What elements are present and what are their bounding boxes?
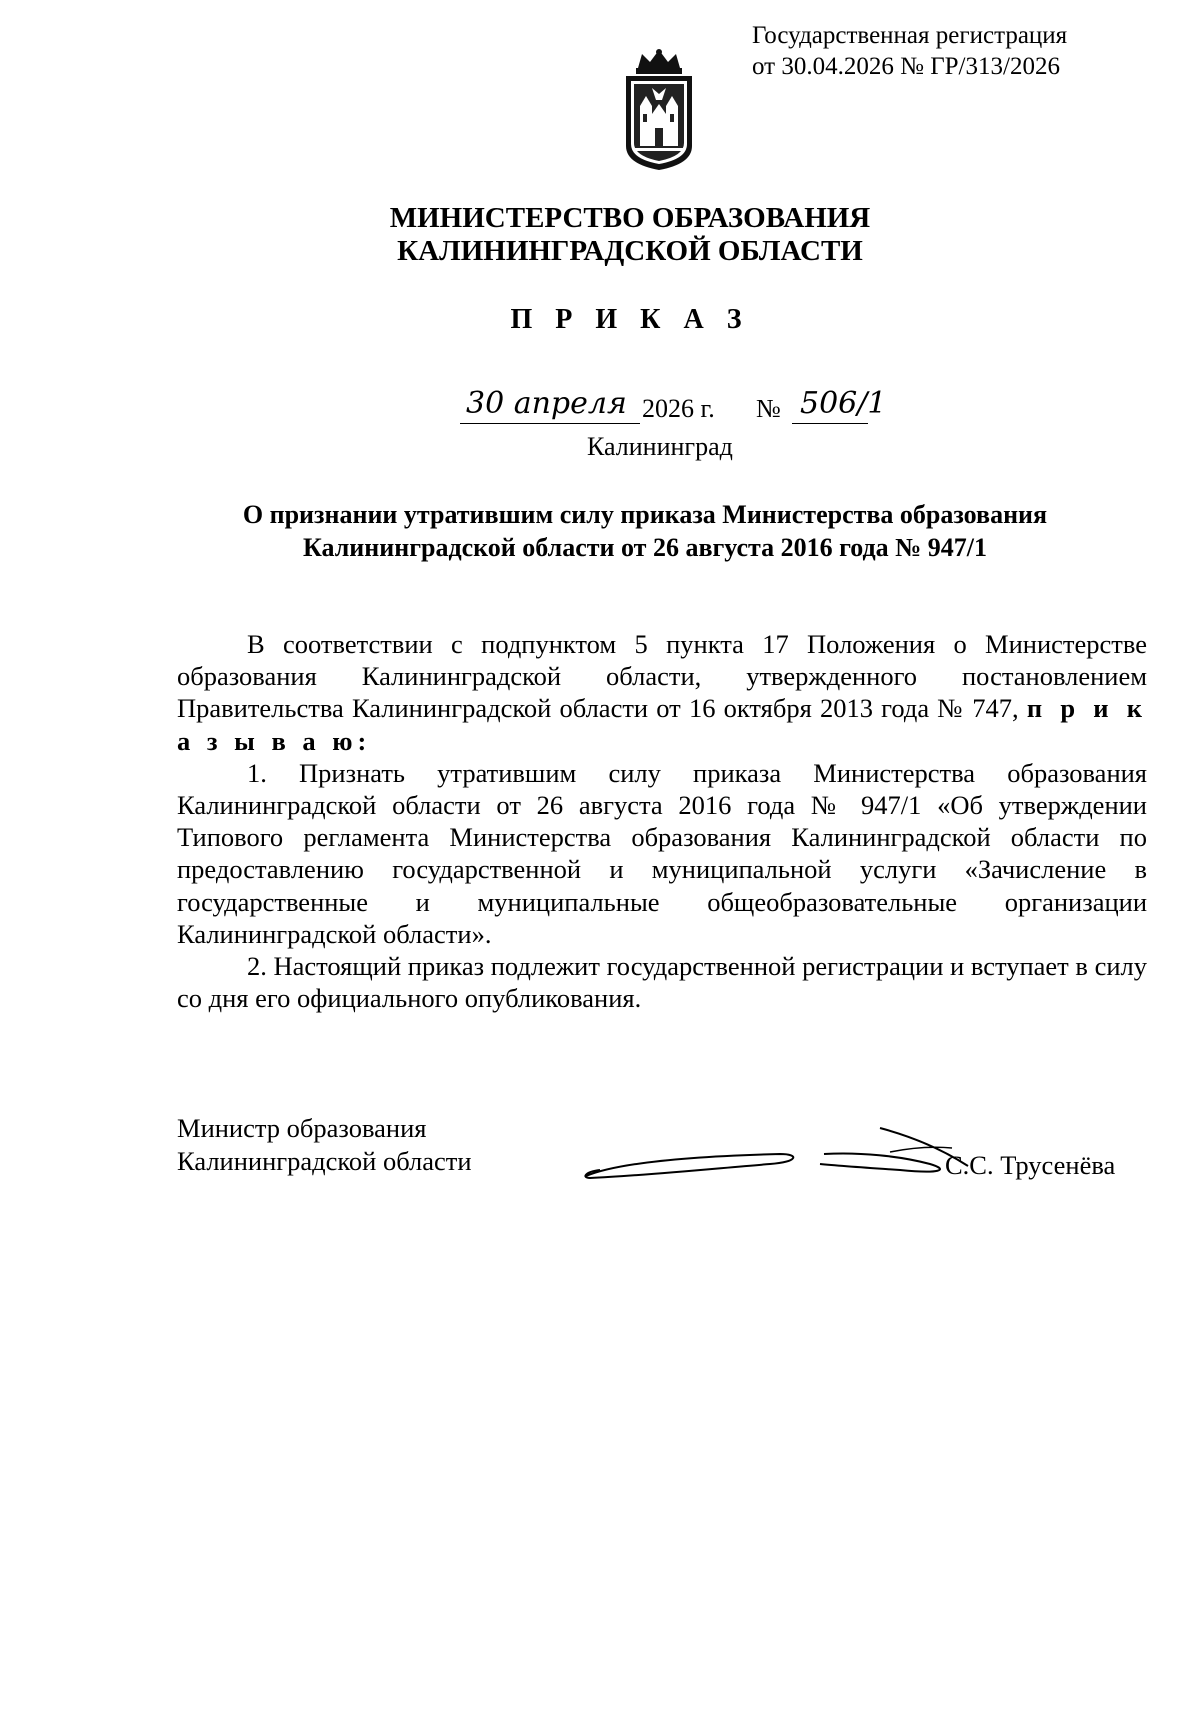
document-body xyxy=(177,628,1147,1014)
ministry-line-2: КАЛИНИНГРАДСКОЙ ОБЛАСТИ xyxy=(397,235,863,267)
number-underline xyxy=(792,423,868,424)
position-line-2: Калининградской области xyxy=(177,1146,472,1176)
paragraph-preamble xyxy=(177,628,1147,757)
handwritten-number: 506/1 xyxy=(800,386,887,421)
date-underline xyxy=(460,423,640,424)
coat-of-arms-icon xyxy=(622,48,696,172)
registration-line-1: Государственная регистрация xyxy=(752,22,1068,49)
ministry-line-1: МИНИСТЕРСТВО ОБРАЗОВАНИЯ xyxy=(389,202,871,234)
paragraph-item-2: 2. Настоящий приказ подлежит государственной регистрации и вступает в силу со дня его официального опубликования. xyxy=(177,951,1147,1014)
order-verb: п р и к а з ы в а ю: xyxy=(177,693,1148,756)
signatory-position xyxy=(177,1112,472,1178)
registration-line-2: от 30.04.2026 № ГР/313/2026 xyxy=(752,53,1060,80)
date-number-line xyxy=(460,386,920,432)
number-prefix: № xyxy=(756,394,781,423)
date-year: 2026 г. xyxy=(642,394,715,423)
city: Калининград xyxy=(587,432,733,461)
title-line-1: О признании утратившим силу приказа Министерства образования xyxy=(242,500,1048,529)
registration-stamp xyxy=(752,20,1067,82)
preamble-text: В соответствии с подпунктом 5 пункта 17 Положения о Министерстве образования Калининградской области, утвержденного постановлением Правительства Калининградской области от 16 октября 2013 года № 747, xyxy=(177,629,1147,724)
handwritten-date: 30 апреля xyxy=(466,386,627,421)
title-line-2: Калининградской области от 26 августа 2016 года № 947/1 xyxy=(302,533,988,562)
ministry-name xyxy=(0,202,1200,268)
paragraph-item-1: 1. Признать утратившим силу приказа Министерства образования Калининградской области от 26 августа 2016 года № 947/1 «Об утверждении Типового регламента Министерства образования Калининградской области по предоставлению государственной и муниципальной услуги «Зачисление в государственные и муниципальные общеобразовательные организации Калининградской области». xyxy=(177,757,1147,949)
position-line-1: Министр образования xyxy=(177,1113,427,1143)
signatory-name: С.С. Трусенёва xyxy=(945,1150,1116,1180)
document-type: П Р И К А З xyxy=(510,304,750,335)
document-title xyxy=(175,498,1115,564)
handwritten-signature xyxy=(580,1118,1000,1198)
